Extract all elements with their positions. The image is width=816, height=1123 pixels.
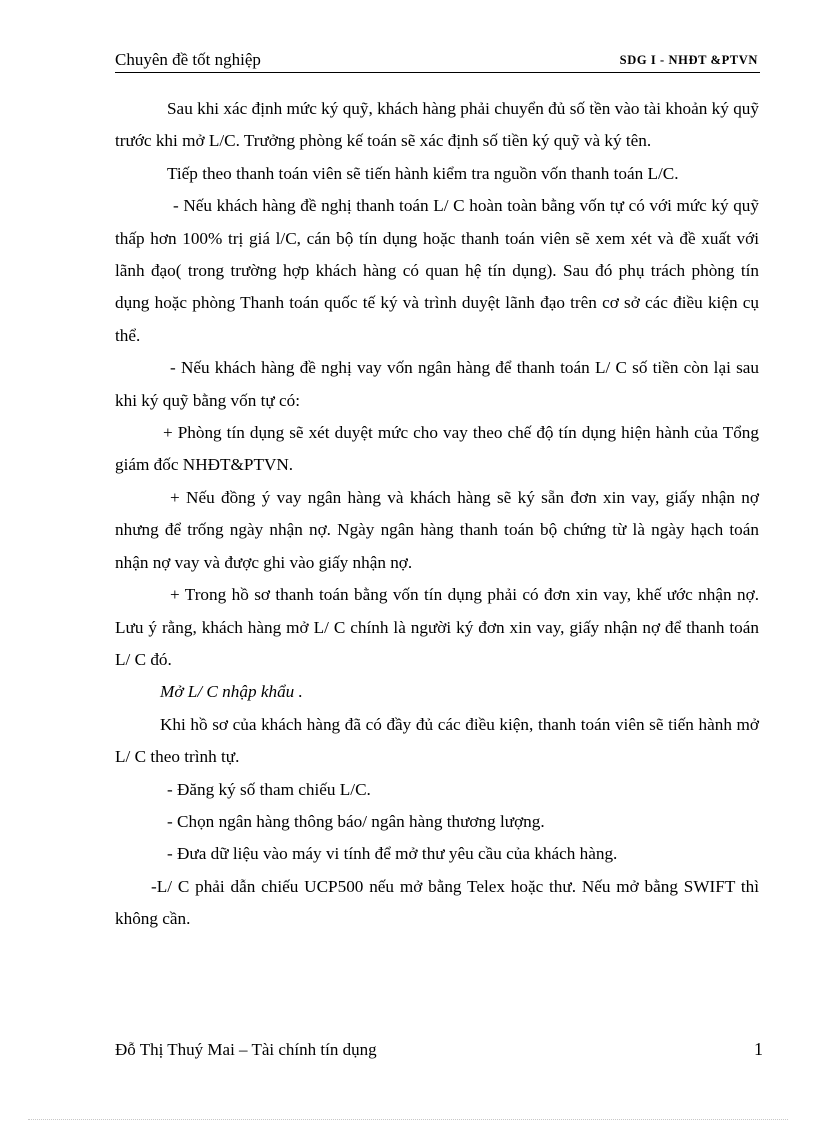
page-number: 1	[754, 1039, 763, 1059]
header-title: Chuyên đề tốt nghiệp	[115, 50, 261, 69]
paragraph-open-procedure: Khi hồ sơ của khách hàng đã có đầy đủ các điều kiện, thanh toán viên sẽ tiến hành mở L/ C theo trình tự.	[115, 714, 759, 767]
list-item-data-entry: - Đưa dữ liệu vào máy vi tính để mở thư yêu cầu của khách hàng.	[167, 844, 618, 864]
document-body	[115, 93, 759, 936]
paragraph-credit-approval: + Phòng tín dụng sẽ xét duyệt mức cho vay theo chế độ tín dụng hiện hành của Tổng giám đốc NHĐT&PTVN.	[115, 423, 759, 475]
page-header	[115, 50, 760, 73]
paragraph-loan-documents: + Trong hồ sơ thanh toán bằng vốn tín dụng phải có đơn xin vay, khế ước nhận nợ. Lưu ý rằng, khách hàng mở L/ C chính là người ký đơn xin vay, giấy nhận nợ để thanh toán L/ C đó.	[115, 585, 759, 669]
paragraph-loan-agreement: + Nếu đồng ý vay ngân hàng và khách hàng sẽ ký sẵn đơn xin vay, giấy nhận nợ nhưng để trống ngày nhận nợ. Ngày ngân hàng thanh toán bộ chứng từ là ngày hạch toán nhận nợ vay và được ghi vào giấy nhận nợ.	[115, 487, 759, 572]
paragraph-own-capital: - Nếu khách hàng đề nghị thanh toán L/ C hoàn toàn bằng vốn tự có với mức ký quỹ thấp hơn 100% trị giá l/C, cán bộ tín dụng hoặc thanh toán viên sẽ xem xét và đề xuất với lãnh đạo( trong trường hợp khách hàng có quan hệ tín dụng). Sau đó phụ trách phòng tín dụng hoặc phòng Thanh toán quốc tế ký và trình duyệt lãnh đạo trên cơ sở các điều kiện cụ thể.	[115, 196, 759, 345]
list-item-reference: - Đăng ký số tham chiếu L/C.	[167, 779, 371, 799]
paragraph-deposit: Sau khi xác định mức ký quỹ, khách hàng phải chuyển đủ số tền vào tài khoản ký quỹ trước khi mở L/C. Trưởng phòng kế toán sẽ xác định số tiền ký quỹ và ký tên.	[115, 99, 759, 151]
list-item-advising-bank: - Chọn ngân hàng thông báo/ ngân hàng thương lượng.	[167, 811, 545, 831]
paragraph-check-funds: Tiếp theo thanh toán viên sẽ tiến hành kiểm tra nguồn vốn thanh toán L/C.	[167, 163, 679, 183]
section-heading-open-lc: Mở L/ C nhập khẩu .	[160, 682, 303, 702]
header-organization: SDG I - NHĐT &PTVN	[619, 53, 758, 67]
paragraph-borrow: - Nếu khách hàng đề nghị vay vốn ngân hàng để thanh toán L/ C số tiền còn lại sau khi ký quỹ bằng vốn tự có:	[115, 358, 759, 410]
footer-author: Đỗ Thị Thuý Mai – Tài chính tín dụng	[115, 1040, 377, 1059]
paragraph-ucp500: -L/ C phải dẫn chiếu UCP500 nếu mở bằng Telex hoặc thư. Nếu mở bằng SWIFT thì không cần.	[115, 876, 759, 929]
page-bottom-divider	[28, 1119, 788, 1120]
